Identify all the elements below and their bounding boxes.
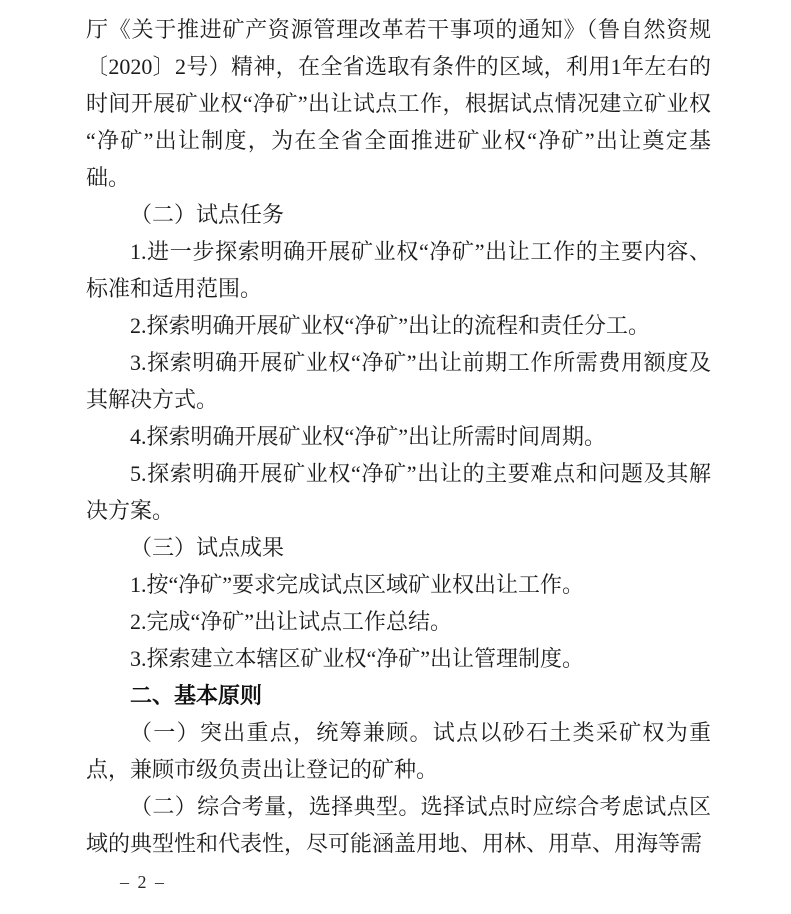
paragraph-subheading: （二）试点任务 <box>130 202 285 227</box>
paragraph-item: （一）突出重点，统筹兼顾。试点以砂石土类采矿权为重点，兼顾市级负责出让登记的矿种。 <box>86 720 711 782</box>
paragraph-item: 2.探索明确开展矿业权“净矿”出让的流程和责任分工。 <box>130 313 651 338</box>
paragraph-item: （二）综合考量，选择典型。选择试点时应综合考虑试点区域的典型性和代表性，尽可能涵盖用地、用林、用草、用海等需 <box>86 794 711 856</box>
paragraph-item: 3.探索明确开展矿业权“净矿”出让前期工作所需费用额度及其解决方式。 <box>86 350 711 412</box>
paragraph-heading: 二、基本原则 <box>130 683 263 708</box>
paragraph-item: 1.进一步探索明确开展矿业权“净矿”出让工作的主要内容、标准和适用范围。 <box>86 239 711 301</box>
paragraph-item: 5.探索明确开展矿业权“净矿”出让的主要难点和问题及其解决方案。 <box>86 461 711 523</box>
paragraph-item: 3.探索建立本辖区矿业权“净矿”出让管理制度。 <box>130 646 585 671</box>
paragraph-item: 1.按“净矿”要求完成试点区域矿业权出让工作。 <box>130 572 585 597</box>
paragraph-item: 2.完成“净矿”出让试点工作总结。 <box>130 609 453 634</box>
paragraph-subheading: （三）试点成果 <box>130 535 285 560</box>
paragraph-item: 4.探索明确开展矿业权“净矿”出让所需时间周期。 <box>130 424 607 449</box>
page-number: – 2 – <box>120 872 166 892</box>
document-body <box>86 11 711 862</box>
paragraph-continuation: 厅《关于推进矿产资源管理改革若干事项的通知》（鲁自然资规〔2020〕2号）精神，在全省选取有条件的区域，利用1年左右的时间开展矿业权“净矿”出让试点工作，根据试点情况建立矿业权“净矿”出让制度，为在全省全面推进矿业权“净矿”出让奠定基础。 <box>86 17 711 190</box>
